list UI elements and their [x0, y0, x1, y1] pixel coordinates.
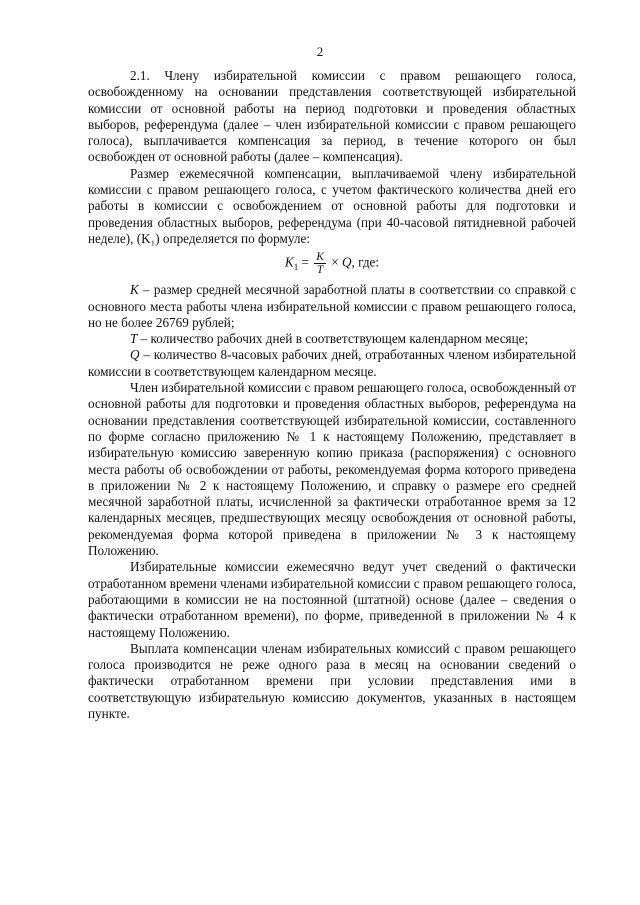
- formula-suffix: , где:: [351, 254, 380, 270]
- definition-t-text: – количество рабочих дней в соответствующем календарном месяце;: [137, 331, 529, 347]
- definition-q-text: – количество 8-часовых рабочих дней, отработанных членом избирательной комиссии в соответствующем календарном месяце.: [88, 347, 576, 379]
- definition-k-text: – размер средней месячной заработной платы в соответствии со справкой с основного места работы члена избирательной комиссии с правом решающего голоса, но не более 26769 рублей;: [88, 282, 576, 330]
- formula-lhs-sub: 1: [293, 262, 299, 273]
- definition-q: [88, 347, 576, 380]
- paragraph-2-1: 2.1. Члену избирательной комиссии с правом решающего голоса, освобожденному на основании представления соответствующей избирательной комиссии от основной работы на период подготовки и проведения областных выборов, референдума (далее – член избирательной комиссии с правом решающего голоса), выплачивается компенсация за период, в течение которого он был освобожден от основной работы (далее – компенсация).: [88, 68, 576, 165]
- paragraph-compensation-size: Размер ежемесячной компенсации, выплачиваемой члену избирательной комиссии с правом решающего голоса, с учетом фактического количества дней его работы в комиссии с освобождением от основной работы для подготовки и проведения областных выборов, референдума (при 40-часовой пятидневной рабочей неделе), (K₁) определяется по формуле:: [88, 165, 576, 246]
- paragraph-accounting: Избирательные комиссии ежемесячно ведут учет сведений о фактически отработанном времени членами избирательной комиссии с правом решающего голоса, работающими в комиссии не на постоянной (штатной) основе (далее – сведения о фактически отработанном времени), по форме, приведенной в приложении № 4 к настоящему Положению.: [88, 559, 576, 640]
- formula-equals: =: [298, 254, 313, 270]
- definition-k: [88, 282, 576, 331]
- var-t: T: [130, 331, 138, 347]
- paragraph-documents: Член избирательной комиссии с правом решающего голоса, освобожденный от основной работы для подготовки и проведения областных выборов, референдума на основании представления соответствующей избирательной комиссии, составленного по форме согласно приложению № 1 к настоящему Положению, представляет в избирательную комиссию заверенную копию приказа (распоряжения) с основного места работы об освобождении от работы, рекомендуемая форма которого приведена в приложении № 2 к настоящему Положению, и справку о размере его средней месячной заработной платы, исчисленной за фактически отработанное время за 12 календарных месяцев, предшествующих месяцу освобождения от основной работы, рекомендуемая форма которой приведена в приложении № 3 к настоящему Положению.: [88, 380, 576, 559]
- definition-t: [88, 331, 576, 347]
- formula-times: ×: [327, 254, 342, 270]
- formula-denominator: T: [316, 264, 324, 277]
- paragraph-payment: Выплата компенсации членам избирательных комиссий с правом решающего голоса производится не реже одного раза в месяц на основании сведений о фактически отработанном времени при условии представления ими в соответствующую избирательную комиссию документов, указанных в настоящем пункте.: [88, 640, 576, 721]
- document-body: [88, 68, 576, 722]
- formula-lhs: K: [284, 254, 294, 270]
- formula-q: Q: [341, 254, 352, 270]
- formula-numerator: K: [316, 251, 324, 264]
- formula: [88, 251, 576, 276]
- formula-fraction: [314, 251, 326, 276]
- var-k: K: [130, 282, 139, 298]
- var-q: Q: [130, 347, 140, 363]
- page-number: 2: [316, 44, 324, 59]
